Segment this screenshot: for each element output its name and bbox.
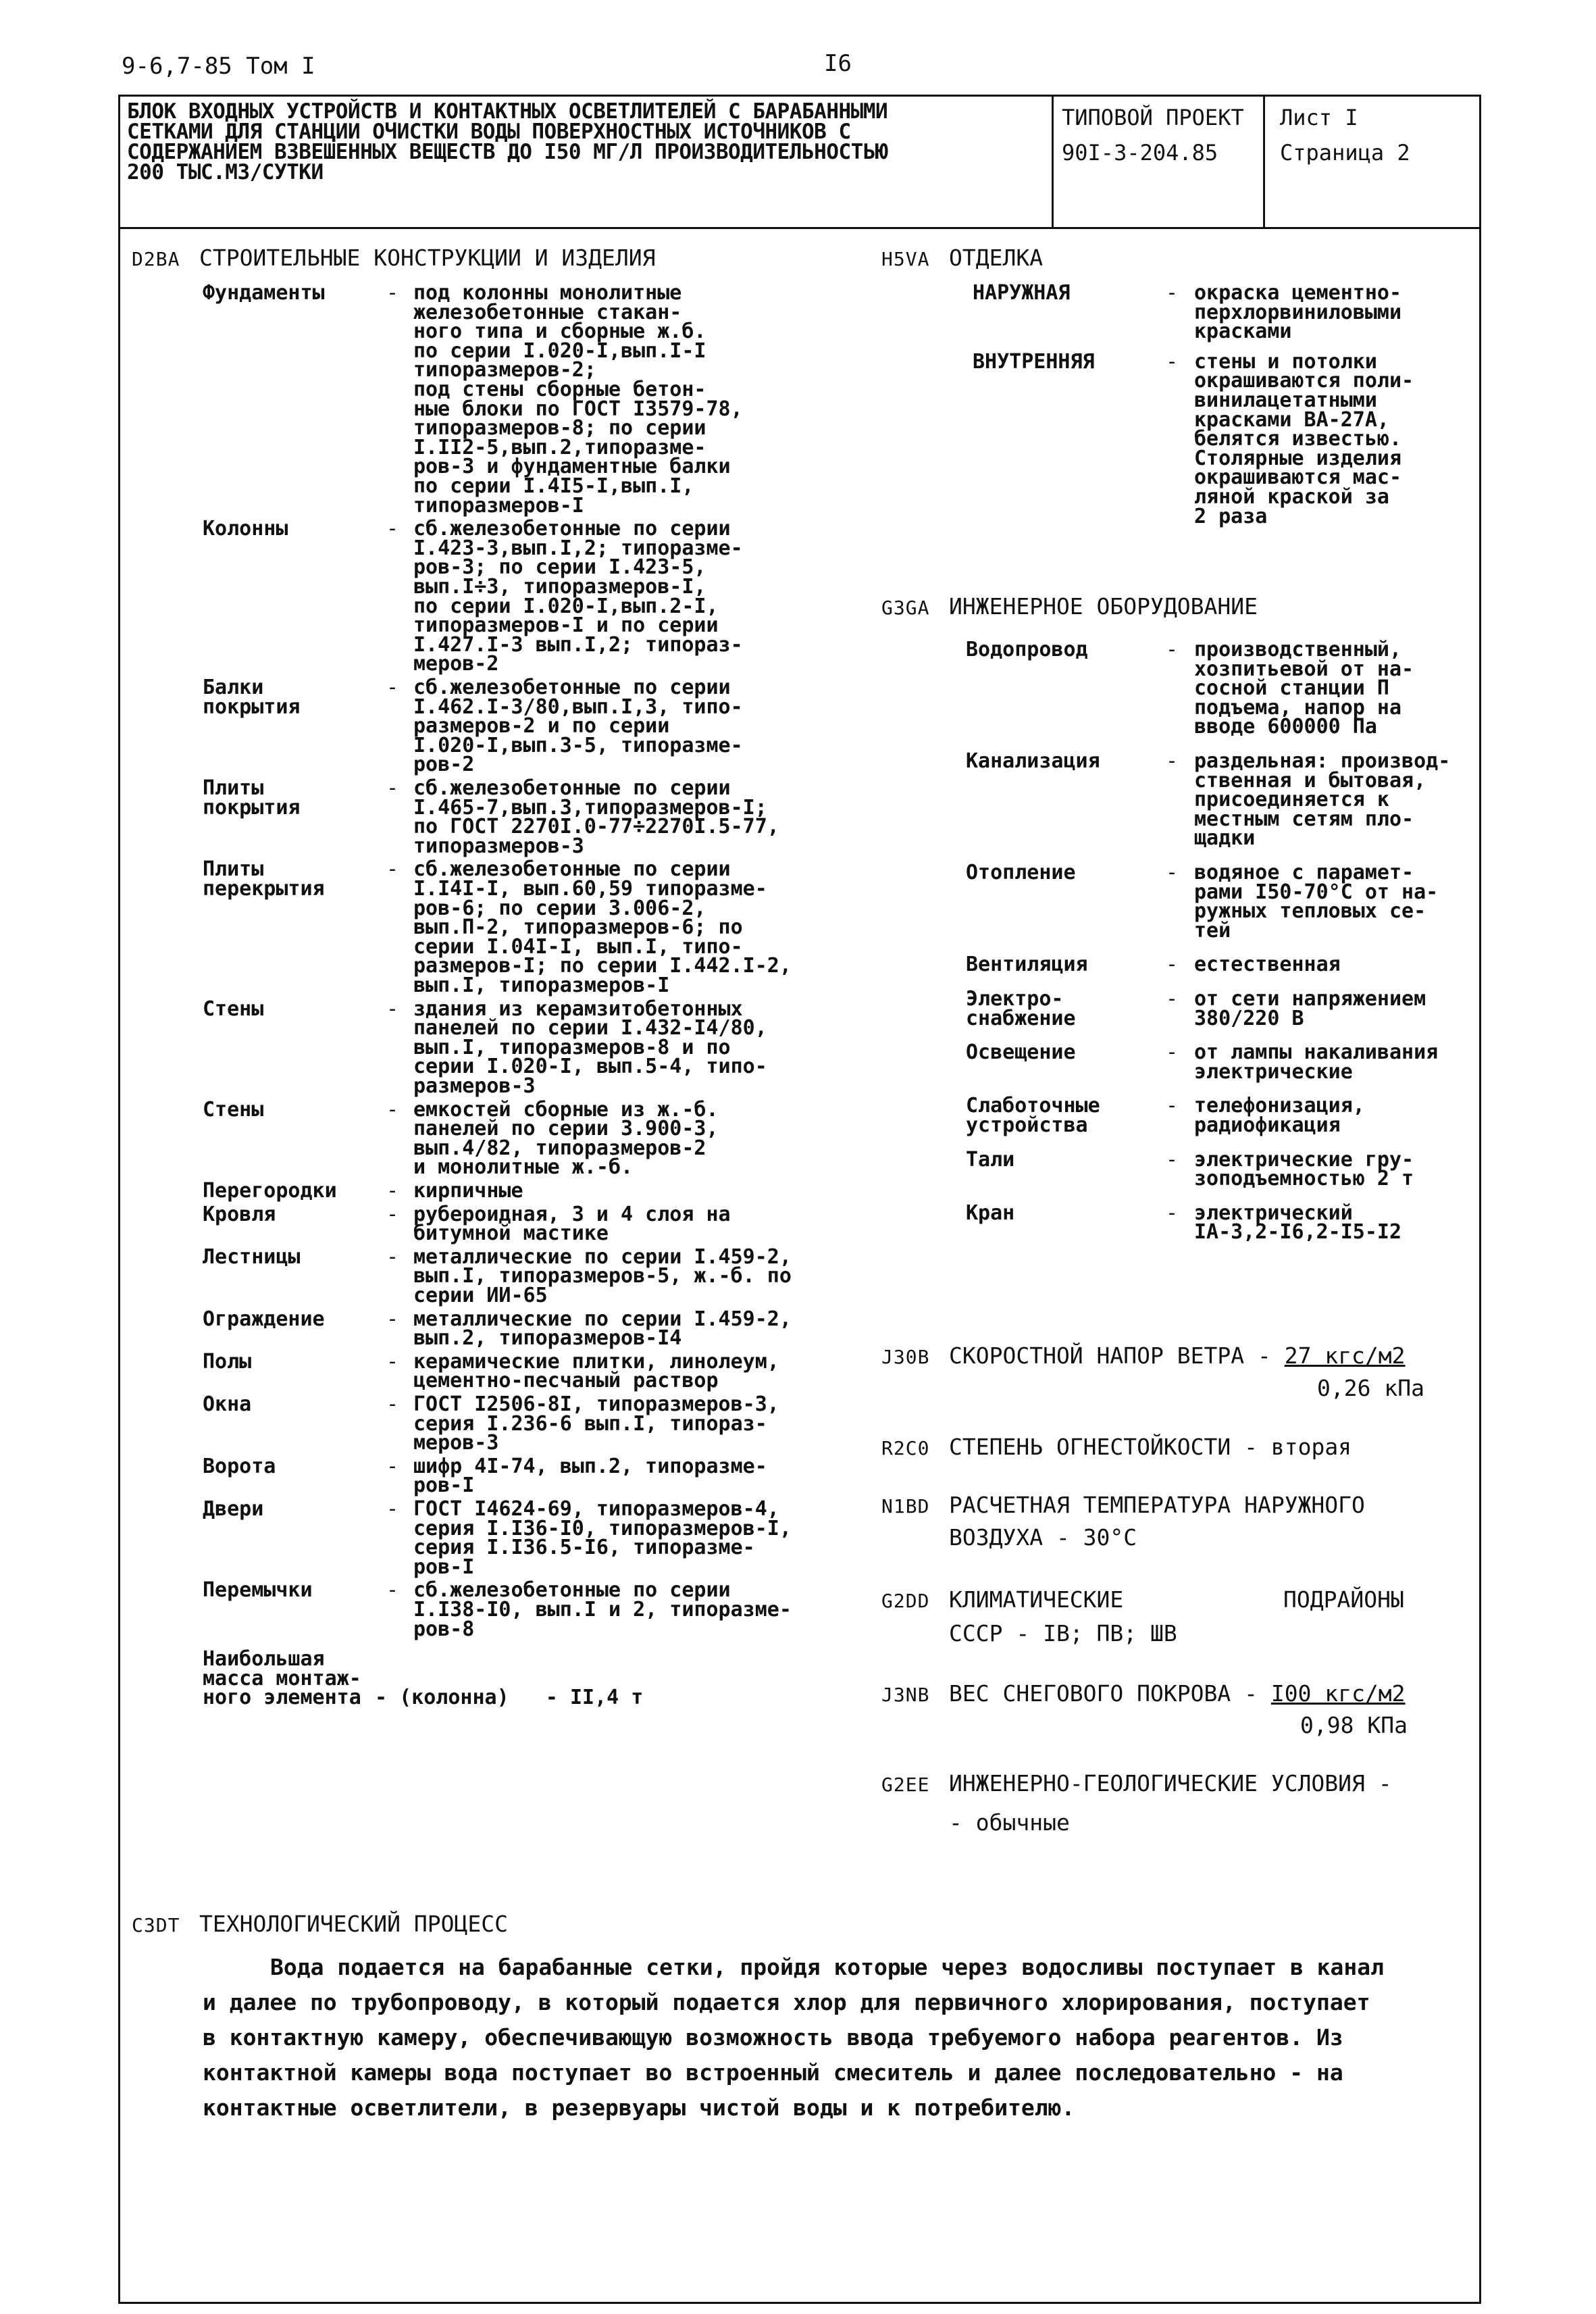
section-title: ОТДЕЛКА — [949, 245, 1044, 271]
item-description — [1194, 640, 1414, 737]
document-title — [127, 101, 1046, 182]
item-dash: - — [386, 281, 399, 305]
section-finish-heading — [881, 245, 1043, 273]
item-line: металлические по серии I.459-2, — [413, 1244, 792, 1269]
item-line: I.423-3,вып.I,2; типоразме- — [413, 536, 743, 560]
item-line: окрашиваются поли- — [1194, 369, 1414, 393]
item-term — [203, 1307, 325, 1331]
item-line: железобетонные стакан- — [413, 300, 682, 324]
item-term — [966, 1147, 1015, 1172]
item-line: вып.I, типоразмеров-I — [413, 973, 670, 997]
item-description — [1194, 1040, 1439, 1084]
item-line: сб.железобетонные по серии — [413, 1578, 731, 1603]
item-line: ров-I — [413, 1474, 475, 1498]
item-term-line: покрытия — [203, 695, 301, 719]
snow-title: ВЕС СНЕГОВОГО ПОКРОВА — [949, 1680, 1231, 1707]
wind-value: 27 кгс/м2 — [1284, 1342, 1406, 1369]
item-line: серии I.04I-I, вып.I, типо- — [413, 934, 743, 959]
item-line: перхлорвиниловыми — [1194, 300, 1402, 324]
item-description — [413, 678, 743, 775]
geo-title: ИНЖЕНЕРНО-ГЕОЛОГИЧЕСКИЕ УСЛОВИЯ - — [949, 1770, 1392, 1796]
item-description — [413, 1307, 792, 1351]
section-code: H5VA — [881, 248, 930, 270]
item-term — [203, 857, 325, 901]
item-line: I.I38-I0, вып.I и 2, типоразме- — [413, 1597, 792, 1621]
title-block-vline-1 — [1052, 95, 1054, 227]
item-term — [966, 863, 1076, 883]
item-term-line: Полы — [203, 1349, 252, 1374]
title-line: СЕТКАМИ ДЛЯ СТАНЦИИ ОЧИСТКИ ВОДЫ ПОВЕРХНОСТНЫХ ИСТОЧНИКОВ С — [127, 120, 851, 144]
section-code: D2BA — [132, 248, 180, 270]
item-term-line: Колонны — [203, 517, 288, 541]
section-code: G3GA — [881, 597, 930, 619]
item-term — [203, 1497, 264, 1521]
item-dash: - — [1166, 987, 1179, 1011]
section-equipment-heading — [881, 593, 1258, 622]
item-dash: - — [386, 1392, 399, 1416]
item-line: 2 раза — [1194, 504, 1268, 528]
item-term — [973, 281, 1071, 305]
item-line: цементно-песчаный раствор — [413, 1369, 719, 1393]
item-line: белятся известью. — [1194, 427, 1402, 451]
item-term — [966, 749, 1100, 773]
project-label: ТИПОВОЙ ПРОЕКТ — [1062, 105, 1244, 130]
section-code: R2C0 — [881, 1437, 930, 1459]
item-line: водяное с парамет- — [1194, 861, 1414, 884]
item-line: I.427.I-3 вып.I,2; типораз- — [413, 632, 743, 657]
item-line: радиофикация — [1194, 1113, 1341, 1137]
mass-term-line: Наибольшая — [203, 1647, 325, 1671]
item-line: электрические гру- — [1194, 1147, 1414, 1172]
item-description — [413, 1202, 731, 1246]
item-term-line: Тали — [966, 1147, 1015, 1172]
item-line: размеров-I; по серии I.442.I-2, — [413, 954, 792, 978]
item-description — [413, 1454, 767, 1498]
item-term — [203, 517, 288, 541]
item-line: рубероидная, 3 и 4 слоя на — [413, 1202, 731, 1226]
climate-row — [881, 1586, 1123, 1615]
item-line: по серии I.020-I,вып.2-I, — [413, 594, 719, 618]
item-dash: - — [1166, 281, 1179, 305]
item-line: размеров-3 — [413, 1074, 536, 1098]
item-line: ров-8 — [413, 1617, 475, 1641]
item-term-line: Лестницы — [203, 1244, 301, 1269]
item-description — [1194, 281, 1402, 344]
item-description — [1194, 863, 1438, 940]
item-dash: - — [386, 997, 399, 1021]
item-line: типоразмеров-3 — [413, 834, 584, 858]
section-title: ИНЖЕНЕРНОЕ ОБОРУДОВАНИЕ — [949, 593, 1258, 620]
item-line: типоразмеров-I и по серии — [413, 613, 719, 638]
item-term — [966, 955, 1088, 975]
item-line: по серии I.4I5-I,вып.I, — [413, 474, 694, 498]
item-term — [966, 1040, 1076, 1065]
item-description — [413, 1179, 523, 1203]
climate-title: КЛИМАТИЧЕСКИЕ — [949, 1586, 1124, 1613]
item-line: керамические плитки, линолеум, — [413, 1349, 779, 1374]
item-term — [203, 1179, 337, 1203]
item-dash: - — [1166, 349, 1179, 374]
item-term-line: Кран — [966, 1201, 1015, 1225]
geo-row — [881, 1770, 1392, 1799]
section-code: G2EE — [881, 1774, 930, 1796]
section-code: J30B — [881, 1346, 930, 1368]
item-line: сб.железобетонные по серии — [413, 676, 731, 699]
item-line: вып.П-2, типоразмеров-6; по — [413, 915, 743, 940]
item-line: I.462.I-3/80,вып.I,3, типо- — [413, 695, 743, 719]
item-line: Столярные изделия — [1194, 446, 1402, 470]
item-line: серии I.020-I, вып.5-4, типо- — [413, 1055, 767, 1079]
temp-title: РАСЧЕТНАЯ ТЕМПЕРАТУРА НАРУЖНОГО — [949, 1492, 1365, 1518]
item-term-line: снабжение — [966, 1006, 1076, 1030]
item-dash: - — [1166, 749, 1179, 773]
item-line: ГОСТ I2506-8I, типоразмеров-3, — [413, 1392, 779, 1416]
item-description — [1194, 955, 1341, 975]
item-description — [413, 1578, 792, 1641]
item-line: сб.железобетонные по серии — [413, 857, 731, 882]
item-dash: - — [1166, 861, 1179, 884]
item-term — [966, 640, 1088, 660]
item-line: типоразмеров-8; по серии — [413, 416, 706, 441]
item-dash: - — [386, 776, 399, 800]
item-dash: - — [1166, 1094, 1179, 1118]
item-line: типоразмеров-2; — [413, 358, 596, 382]
page-number: I6 — [824, 50, 852, 77]
item-line: битумной мастике — [413, 1222, 609, 1246]
mass-term-line: ного элемента — [203, 1686, 361, 1710]
item-description — [413, 517, 743, 676]
item-line: раздельная: производ- — [1194, 749, 1451, 773]
wind-title: СКОРОСТНОЙ НАПОР ВЕТРА — [949, 1342, 1245, 1369]
item-line: ров-6; по серии 3.006-2, — [413, 896, 706, 920]
wind-row — [881, 1342, 1406, 1371]
temp-value: ВОЗДУХА - 30°С — [949, 1524, 1137, 1551]
item-line: I.I4I-I, вып.60,59 типоразме- — [413, 876, 767, 901]
item-term-line: устройства — [966, 1113, 1088, 1137]
item-term-line: Плиты — [203, 857, 264, 882]
item-line: меров-3 — [413, 1431, 499, 1455]
item-term-line: покрытия — [203, 795, 301, 820]
item-term-line: Канализация — [966, 749, 1100, 773]
wind-dash: - — [1257, 1342, 1271, 1369]
snow-value: I00 кгс/м2 — [1270, 1680, 1406, 1707]
item-description — [413, 776, 779, 858]
item-term — [203, 678, 301, 717]
item-term — [203, 1392, 252, 1416]
item-line: ляной краской за — [1194, 484, 1389, 509]
item-line: ные блоки по ГОСТ I3579-78, — [413, 397, 743, 421]
item-line: серия I.I36.5-I6, типоразме- — [413, 1536, 755, 1560]
item-line: телефонизация, — [1194, 1094, 1365, 1118]
item-term — [203, 1097, 264, 1122]
item-line: от лампы накаливания — [1194, 1040, 1439, 1065]
item-line: присоединяется к — [1194, 788, 1389, 812]
item-term — [203, 1202, 276, 1226]
item-line: по ГОСТ 2270I.0-77÷2270I.5-77, — [413, 815, 779, 839]
item-term — [966, 987, 1076, 1030]
item-line: естественная — [1194, 953, 1341, 977]
item-dash: - — [386, 1349, 399, 1374]
tech-line: Вода подается на барабанные сетки, пройдя которые через водосливы поступает в канал — [270, 1954, 1385, 1980]
item-dash: - — [1166, 953, 1179, 977]
item-line: ров-2 — [413, 753, 475, 777]
item-description — [1194, 987, 1426, 1030]
title-line: 200 ТЫС.М3/СУТКИ — [127, 160, 324, 184]
item-term-line: Окна — [203, 1392, 252, 1416]
item-line: вып.I, типоразмеров-5, ж.-б. по — [413, 1264, 792, 1288]
tech-paragraph — [203, 1950, 1452, 2126]
item-description — [413, 1497, 792, 1579]
tech-line: в контактную камеру, обеспечивающую возможность ввода требуемого набора реагентов. Из — [203, 2024, 1343, 2051]
item-term-line: Ограждение — [203, 1307, 325, 1331]
fire-row — [881, 1434, 1352, 1462]
item-line: красками ВА-27А, — [1194, 407, 1389, 432]
item-line: I.020-I,вып.3-5, типоразме- — [413, 733, 743, 757]
snow-row — [881, 1680, 1406, 1709]
item-line: электрические — [1194, 1059, 1353, 1084]
item-line: I.II2-5,вып.2,типоразме- — [413, 435, 706, 459]
item-term-line: Двери — [203, 1497, 264, 1521]
item-term-line: Освещение — [966, 1040, 1076, 1065]
item-line: I.465-7,вып.3,типоразмеров-I; — [413, 795, 767, 820]
item-term-line: Стены — [203, 997, 264, 1021]
item-term-line: Перегородки — [203, 1179, 337, 1203]
title-line: БЛОК ВХОДНЫХ УСТРОЙСТВ И КОНТАКТНЫХ ОСВЕТЛИТЕЛЕЙ С БАРАБАННЫМИ — [127, 99, 888, 124]
item-term-line: Ворота — [203, 1454, 276, 1478]
section-construction-heading — [132, 245, 656, 273]
sheet-number: Лист I — [1280, 105, 1358, 130]
item-line: здания из керамзитобетонных — [413, 997, 743, 1021]
item-line: производственный, — [1194, 638, 1402, 661]
snow-value-kpa: 0,98 КПа — [1300, 1712, 1408, 1738]
item-term — [203, 1244, 301, 1269]
item-term-line: Отопление — [966, 861, 1076, 884]
item-line: по серии I.020-I,вып.I-I — [413, 338, 706, 363]
title-block-vline-2 — [1263, 95, 1265, 227]
item-line: рами I50-70°С от на- — [1194, 880, 1439, 904]
temp-row — [881, 1492, 1365, 1520]
item-line: типоразмеров-I — [413, 493, 584, 518]
item-term — [203, 281, 325, 305]
item-line: окраска цементно- — [1194, 281, 1402, 305]
item-line: емкостей сборные из ж.-б. — [413, 1097, 719, 1122]
item-line: панелей по серии I.432-I4/80, — [413, 1016, 767, 1040]
item-term — [203, 997, 264, 1021]
section-title: СТРОИТЕЛЬНЫЕ КОНСТРУКЦИИ И ИЗДЕЛИЯ — [199, 245, 656, 271]
item-line: ГОСТ I4624-69, типоразмеров-4, — [413, 1497, 779, 1521]
section-code: J3NB — [881, 1684, 930, 1706]
item-line: винилацетатными — [1194, 388, 1377, 412]
item-dash: - — [1166, 638, 1179, 661]
item-term-line: Стены — [203, 1097, 264, 1122]
item-description — [1194, 1094, 1365, 1137]
wind-value-kpa: 0,26 кПа — [1317, 1375, 1424, 1401]
tech-line: контактной камеры вода поступает во встроенный смеситель и далее последовательно - на — [203, 2059, 1343, 2086]
item-description — [1194, 349, 1414, 528]
item-dash: - — [386, 1202, 399, 1226]
item-line: меров-2 — [413, 652, 499, 676]
item-dash: - — [1166, 1201, 1179, 1225]
item-description — [413, 1349, 779, 1393]
item-term-line: Водопровод — [966, 638, 1088, 661]
item-line: стены и потолки — [1194, 349, 1377, 374]
item-line: вып.4/82, типоразмеров-2 — [413, 1136, 706, 1160]
item-term — [973, 349, 1095, 374]
item-term-line: Перемычки — [203, 1578, 313, 1603]
item-line: ров-3; по серии I.423-5, — [413, 555, 706, 580]
item-dash: - — [386, 1244, 399, 1269]
item-description — [1194, 1201, 1402, 1244]
tech-line: контактные осветлители, в резервуары чистой воды и к потребителю. — [203, 2094, 1075, 2121]
item-description — [413, 1097, 719, 1180]
item-line: красками — [1194, 320, 1292, 344]
section-code: G2DD — [881, 1590, 930, 1612]
item-line: зоподъемностью 2 т — [1194, 1167, 1414, 1191]
item-description — [1194, 749, 1451, 851]
item-term — [203, 1578, 313, 1603]
climate-value: СССР - IВ; ПВ; ШВ — [949, 1620, 1177, 1646]
item-description — [413, 997, 767, 1098]
title-line: СОДЕРЖАНИЕМ ВЗВЕШЕННЫХ ВЕЩЕСТВ ДО I50 МГ/Л ПРОИЗВОДИТЕЛЬНОСТЬЮ — [127, 140, 888, 164]
section-title: ТЕХНОЛОГИЧЕСКИЙ ПРОЦЕСС — [199, 1911, 508, 1937]
item-term — [203, 776, 301, 820]
fire-title: СТЕПЕНЬ ОГНЕСТОЙКОСТИ — [949, 1434, 1231, 1460]
item-line: электрический — [1194, 1201, 1353, 1225]
title-block-divider — [118, 227, 1481, 229]
geo-value: - обычные — [949, 1809, 1070, 1836]
mass-term-line: масса монтаж- — [203, 1666, 361, 1690]
item-line: 380/220 В — [1194, 1006, 1304, 1030]
item-term-line: Балки — [203, 676, 264, 699]
item-line: вып.I÷3, типоразмеров-I, — [413, 574, 706, 599]
item-term — [203, 1349, 252, 1374]
climate-title-2: ПОДРАЙОНЫ — [1283, 1586, 1404, 1613]
item-dash: - — [386, 1578, 399, 1603]
item-term-line: ВНУТРЕННЯЯ — [973, 349, 1095, 374]
item-description — [413, 1244, 792, 1307]
section-tech-heading — [132, 1911, 508, 1939]
item-line: и монолитные ж.-б. — [413, 1155, 634, 1180]
tech-line: и далее по трубопроводу, в который подается хлор для первичного хлорирования, поступает — [203, 1989, 1370, 2015]
item-description — [413, 857, 792, 997]
mass-term — [203, 1647, 361, 1710]
item-line: вып.I, типоразмеров-8 и по — [413, 1035, 731, 1059]
item-line: IA-3,2-I6,2-I5-I2 — [1194, 1220, 1402, 1244]
item-dash: - — [386, 1179, 399, 1203]
item-term-line: Слаботочные — [966, 1094, 1100, 1118]
item-dash: - — [386, 1307, 399, 1331]
item-term-line: НАРУЖНАЯ — [973, 281, 1071, 305]
item-line: подъема, напор на — [1194, 695, 1402, 720]
item-line: сб.железобетонные по серии — [413, 517, 731, 541]
item-term-line: Вентиляция — [966, 953, 1088, 977]
item-dash: - — [386, 517, 399, 541]
item-line: от сети напряжением — [1194, 987, 1426, 1011]
item-line: сб.железобетонные по серии — [413, 776, 731, 800]
item-term-line: перекрытия — [203, 876, 325, 901]
item-description — [1194, 1147, 1414, 1191]
item-line: под стены сборные бетон- — [413, 377, 706, 401]
mass-value: - (колонна) - II,4 т — [375, 1686, 644, 1710]
item-line: окрашиваются мас- — [1194, 466, 1402, 490]
item-line: тей — [1194, 918, 1231, 942]
item-line: ров-I — [413, 1555, 475, 1579]
item-line: серия I.236-6 вып.I, типораз- — [413, 1411, 767, 1436]
item-line: кирпичные — [413, 1179, 523, 1203]
item-line: ружных тепловых се- — [1194, 899, 1426, 924]
item-description — [413, 1392, 779, 1455]
section-code: C3DT — [132, 1914, 180, 1936]
item-term — [203, 1454, 276, 1478]
project-number: 90I-3-204.85 — [1062, 140, 1218, 166]
item-dash: - — [386, 857, 399, 882]
item-line: хозпитьевой от на- — [1194, 657, 1414, 681]
item-term-line: Плиты — [203, 776, 264, 800]
section-code: N1BD — [881, 1495, 930, 1517]
item-line: сосной станции П — [1194, 676, 1389, 701]
item-line: под колонны монолитные — [413, 281, 682, 305]
item-term-line: Кровля — [203, 1202, 276, 1226]
fire-value: - вторая — [1244, 1434, 1352, 1460]
item-line: вводе 600000 Па — [1194, 715, 1377, 739]
doc-reference: 9-6,7-85 Том I — [122, 53, 315, 80]
item-dash: - — [386, 676, 399, 699]
page-label: Страница 2 — [1280, 140, 1410, 166]
item-line: местным сетям пло- — [1194, 807, 1414, 831]
item-line: ров-3 и фундаментные балки — [413, 455, 731, 479]
item-line: ного типа и сборные ж.б. — [413, 320, 706, 344]
item-line: вып.2, типоразмеров-I4 — [413, 1326, 682, 1351]
item-line: серии ИИ-65 — [413, 1283, 548, 1307]
item-dash: - — [386, 1497, 399, 1521]
item-line: размеров-2 и по серии — [413, 714, 670, 738]
item-line: щадки — [1194, 826, 1256, 851]
item-dash: - — [1166, 1147, 1179, 1172]
item-term-line: Фундаменты — [203, 281, 325, 305]
item-line: ственная и бытовая, — [1194, 768, 1426, 793]
item-line: шифр 4I-74, вып.2, типоразме- — [413, 1454, 767, 1478]
item-dash: - — [386, 1097, 399, 1122]
item-term — [966, 1094, 1100, 1137]
item-dash: - — [1166, 1040, 1179, 1065]
snow-dash: - — [1244, 1680, 1258, 1707]
item-term-line: Электро- — [966, 987, 1064, 1011]
item-term — [966, 1201, 1015, 1225]
item-line: серия I.I36-I0, типоразмеров-I, — [413, 1516, 792, 1540]
item-description — [413, 281, 743, 518]
item-line: панелей по серии 3.900-3, — [413, 1117, 719, 1141]
item-dash: - — [386, 1454, 399, 1478]
item-line: металлические по серии I.459-2, — [413, 1307, 792, 1331]
